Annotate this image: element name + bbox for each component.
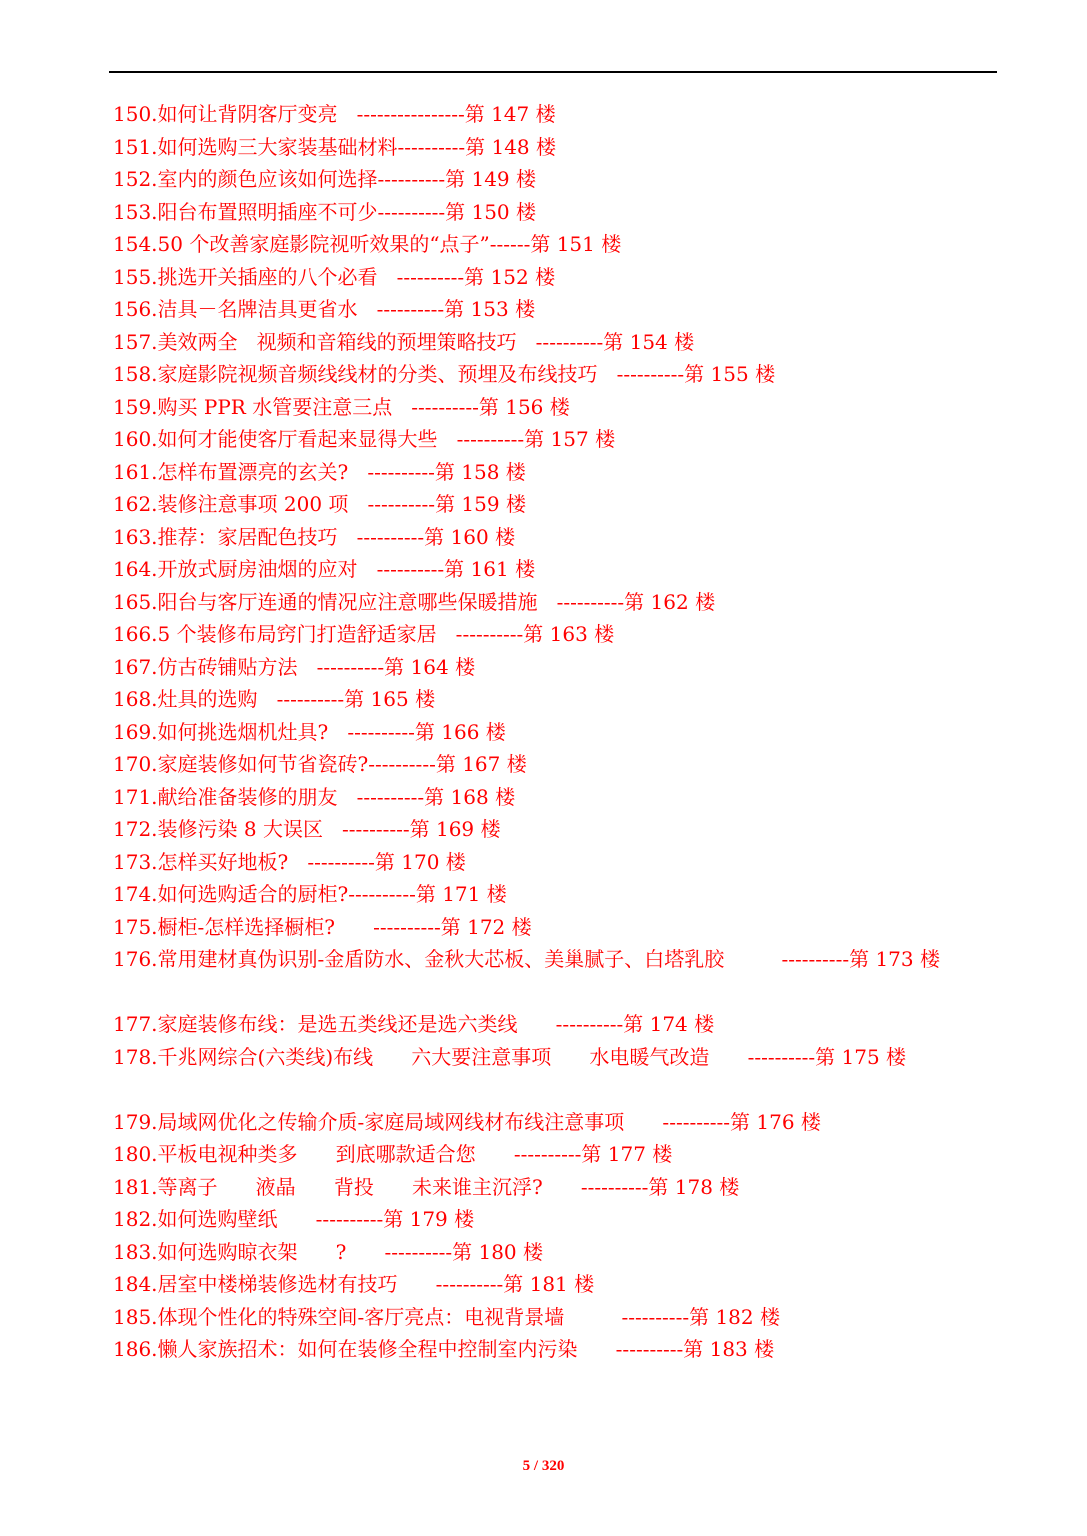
toc-item[interactable]: 160.如何才能使客厅看起来显得大些 ----------第 157 楼 xyxy=(113,427,616,451)
toc-item[interactable]: 170.家庭装修如何节省瓷砖?----------第 167 楼 xyxy=(113,752,527,776)
toc-item[interactable]: 176.常用建材真伪识别-金盾防水、金秋大芯板、美巢腻子、白塔乳胶 ----------第 173 楼 xyxy=(113,947,940,971)
toc-item[interactable]: 154.50 个改善家庭影院视听效果的“点子”------第 151 楼 xyxy=(113,232,622,256)
toc-item[interactable]: 164.开放式厨房油烟的应对 ----------第 161 楼 xyxy=(113,557,536,581)
toc-item[interactable]: 165.阳台与客厅连通的情况应注意哪些保暖措施 ----------第 162 楼 xyxy=(113,589,716,614)
toc-item[interactable]: 180.平板电视种类多 到底哪款适合您 ----------第 177 楼 xyxy=(113,1142,673,1166)
toc-item[interactable]: 172.装修污染 8 大误区 ----------第 169 楼 xyxy=(113,817,501,841)
toc-item[interactable]: 185.体现个性化的特殊空间-客厅亮点：电视背景墙 ----------第 182 楼 xyxy=(113,1304,780,1329)
toc-item[interactable]: 159.购买 PPR 水管要注意三点 ----------第 156 楼 xyxy=(113,394,570,419)
toc-item[interactable]: 177.家庭装修布线：是选五类线还是选六类线 ----------第 174 楼 xyxy=(113,1012,715,1036)
toc-item[interactable]: 184.居室中楼梯装修选材有技巧 ----------第 181 楼 xyxy=(113,1272,595,1296)
toc-item[interactable]: 169.如何挑选烟机灶具? ----------第 166 楼 xyxy=(113,719,506,744)
toc-item[interactable]: 157.美效两全 视频和音箱线的预埋策略技巧 ----------第 154 楼 xyxy=(113,329,695,354)
toc-item[interactable]: 181.等离子 液晶 背投 未来谁主沉浮? ----------第 178 楼 xyxy=(113,1174,740,1199)
toc-item[interactable]: 178.千兆网综合(六类线)布线 六大要注意事项 水电暖气改造 ----------第 175 楼 xyxy=(113,1044,907,1069)
toc-item[interactable]: 158.家庭影院视频音频线线材的分类、预埋及布线技巧 ----------第 155 楼 xyxy=(113,362,776,386)
toc-item[interactable]: 186.懒人家族招术：如何在装修全程中控制室内污染 ----------第 183 楼 xyxy=(113,1337,775,1361)
toc-item[interactable]: 166.5 个装修布局窍门打造舒适家居 ----------第 163 楼 xyxy=(113,622,615,646)
toc-item[interactable]: 173.怎样买好地板? ----------第 170 楼 xyxy=(113,849,466,874)
toc-item[interactable]: 155.挑选开关插座的八个必看 ----------第 152 楼 xyxy=(113,264,556,289)
toc-item[interactable]: 174.如何选购适合的厨柜?----------第 171 楼 xyxy=(113,882,507,906)
toc-item[interactable]: 179.局域网优化之传输介质-家庭局域网线材布线注意事项 ----------第 176 楼 xyxy=(113,1109,821,1134)
toc-item[interactable]: 152.室内的颜色应该如何选择----------第 149 楼 xyxy=(113,167,536,191)
toc-item[interactable]: 153.阳台布置照明插座不可少----------第 150 楼 xyxy=(113,199,536,224)
toc-item[interactable]: 163.推荐：家居配色技巧 ----------第 160 楼 xyxy=(113,524,516,549)
toc-item[interactable]: 156.洁具－名牌洁具更省水 ----------第 153 楼 xyxy=(113,297,536,321)
toc-item[interactable]: 162.装修注意事项 200 项 ----------第 159 楼 xyxy=(113,492,526,516)
toc-item[interactable]: 182.如何选购壁纸 ----------第 179 楼 xyxy=(113,1207,475,1231)
table-of-contents xyxy=(113,98,1001,1366)
toc-item[interactable]: 175.橱柜-怎样选择橱柜? ----------第 172 楼 xyxy=(113,914,532,939)
toc-item[interactable]: 183.如何选购晾衣架 ? ----------第 180 楼 xyxy=(113,1239,544,1264)
toc-item[interactable]: 151.如何选购三大家装基础材料----------第 148 楼 xyxy=(113,134,556,159)
toc-item[interactable]: 171.献给准备装修的朋友 ----------第 168 楼 xyxy=(113,784,516,809)
toc-item[interactable]: 150.如何让背阴客厅变亮 ----------------第 147 楼 xyxy=(113,102,556,126)
toc-item[interactable]: 167.仿古砖铺贴方法 ----------第 164 楼 xyxy=(113,654,476,679)
toc-item[interactable]: 161.怎样布置漂亮的玄关? ----------第 158 楼 xyxy=(113,459,526,484)
header-rule xyxy=(109,71,997,73)
page-number: 5 / 320 xyxy=(522,1458,565,1474)
toc-item[interactable]: 168.灶具的选购 ----------第 165 楼 xyxy=(113,687,436,711)
